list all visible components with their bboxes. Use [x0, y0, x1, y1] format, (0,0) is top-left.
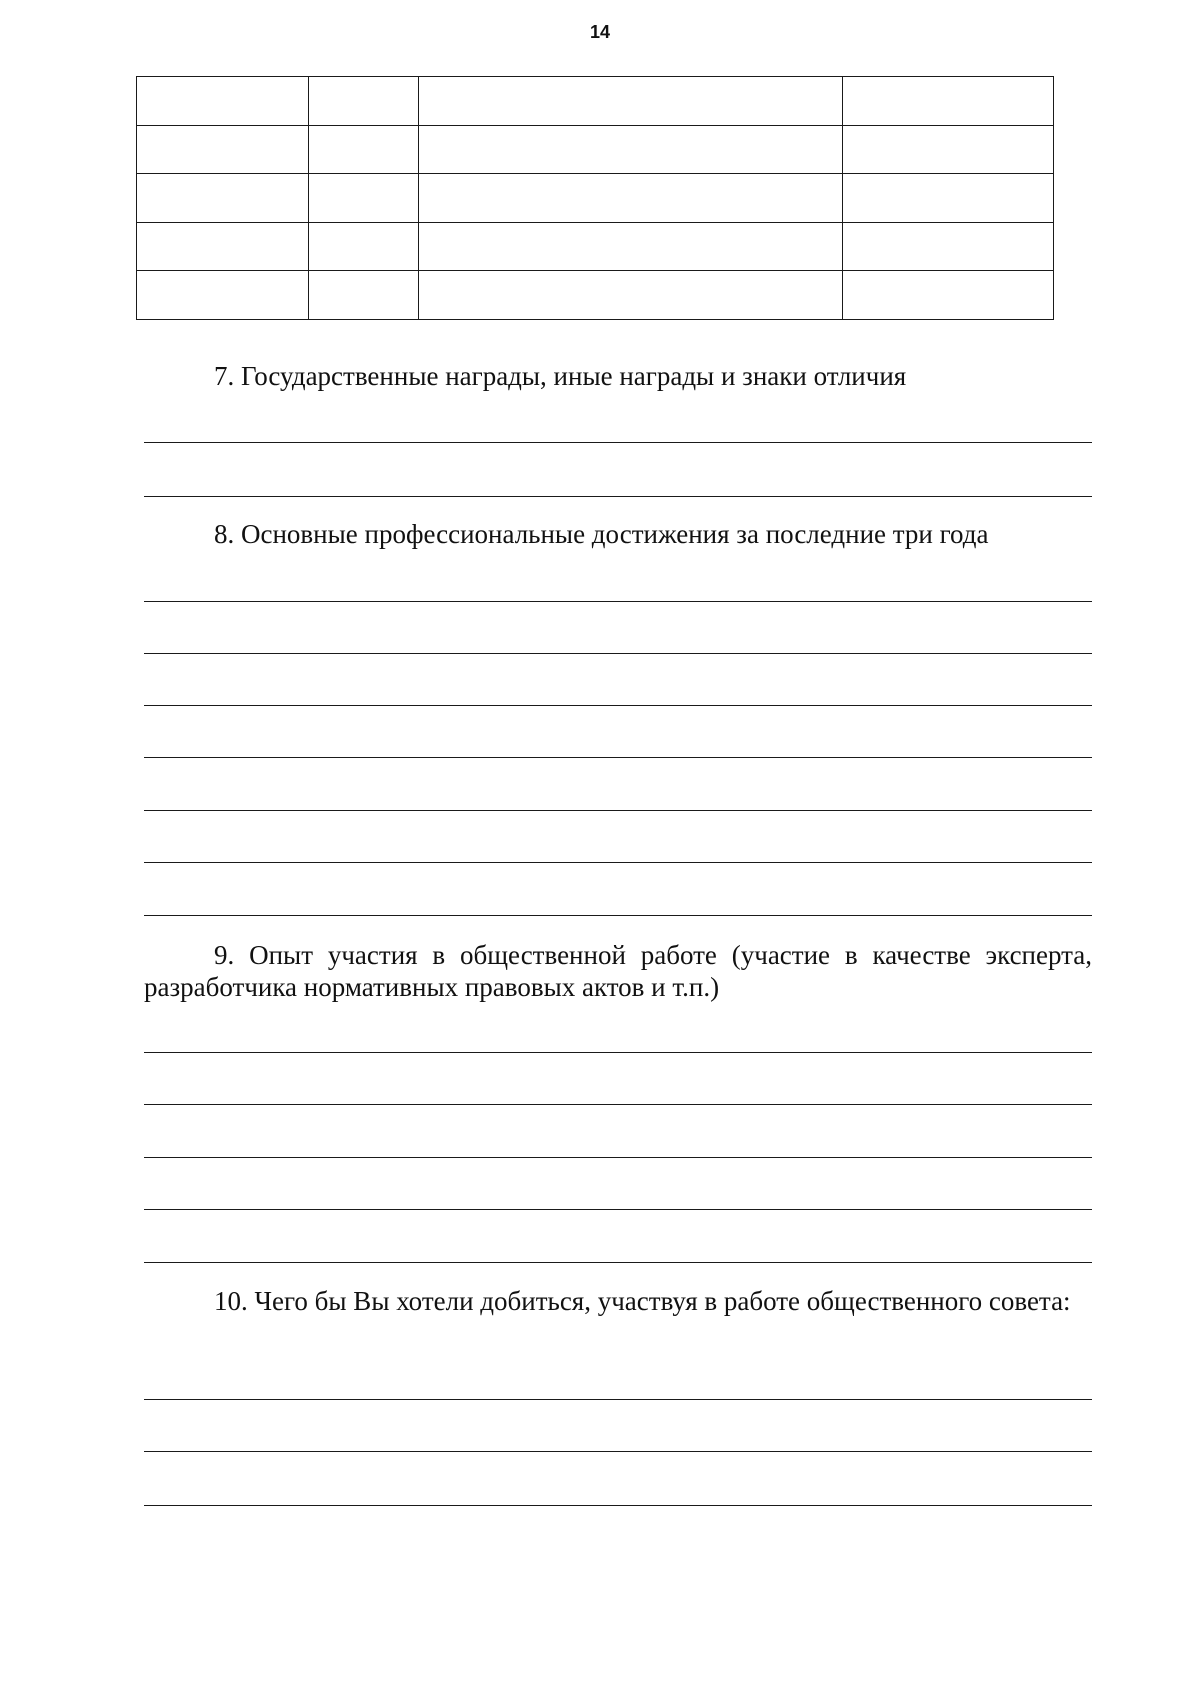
answer-line[interactable] [144, 496, 1092, 497]
answer-line[interactable] [144, 810, 1092, 811]
table-cell[interactable] [843, 222, 1054, 271]
answer-line[interactable] [144, 757, 1092, 758]
table-row [137, 174, 1054, 223]
table-cell[interactable] [137, 271, 309, 320]
data-table [136, 76, 1054, 320]
table-cell[interactable] [137, 125, 309, 174]
table-cell[interactable] [843, 174, 1054, 223]
table-row [137, 77, 1054, 126]
table-cell[interactable] [309, 125, 419, 174]
answer-line[interactable] [144, 1157, 1092, 1158]
table-cell[interactable] [309, 271, 419, 320]
table-cell[interactable] [419, 271, 843, 320]
answer-line[interactable] [144, 1052, 1092, 1053]
section-10-heading: 10. Чего бы Вы хотели добиться, участвуя в работе общественного совета: [214, 1286, 1071, 1316]
table-cell[interactable] [309, 222, 419, 271]
table-cell[interactable] [419, 125, 843, 174]
table-cell[interactable] [843, 77, 1054, 126]
answer-line[interactable] [144, 862, 1092, 863]
table-row [137, 222, 1054, 271]
table-cell[interactable] [419, 174, 843, 223]
table-cell[interactable] [137, 77, 309, 126]
table-cell[interactable] [309, 174, 419, 223]
section-8-heading: 8. Основные профессиональные достижения за последние три года [214, 519, 989, 549]
answer-line[interactable] [144, 1209, 1092, 1210]
answer-line[interactable] [144, 1104, 1092, 1105]
answer-line[interactable] [144, 1505, 1092, 1506]
answer-line[interactable] [144, 601, 1092, 602]
answer-line[interactable] [144, 653, 1092, 654]
answer-line[interactable] [144, 1451, 1092, 1452]
section-9-heading: 9. Опыт участия в общественной работе (участие в качестве эксперта, разработчика нормативных правовых актов и т.п.) [144, 940, 1092, 1002]
answer-line[interactable] [144, 1262, 1092, 1263]
table-cell[interactable] [843, 271, 1054, 320]
answer-line[interactable] [144, 705, 1092, 706]
answer-line[interactable] [144, 442, 1092, 443]
table-cell[interactable] [843, 125, 1054, 174]
answer-line[interactable] [144, 915, 1092, 916]
page-number: 14 [589, 22, 611, 42]
table-cell[interactable] [419, 77, 843, 126]
table-cell[interactable] [419, 222, 843, 271]
table-row [137, 125, 1054, 174]
table-cell[interactable] [137, 174, 309, 223]
table-cell[interactable] [309, 77, 419, 126]
table-row [137, 271, 1054, 320]
section-7-heading: 7. Государственные награды, иные награды и знаки отличия [214, 361, 907, 391]
table-cell[interactable] [137, 222, 309, 271]
answer-line[interactable] [144, 1399, 1092, 1400]
